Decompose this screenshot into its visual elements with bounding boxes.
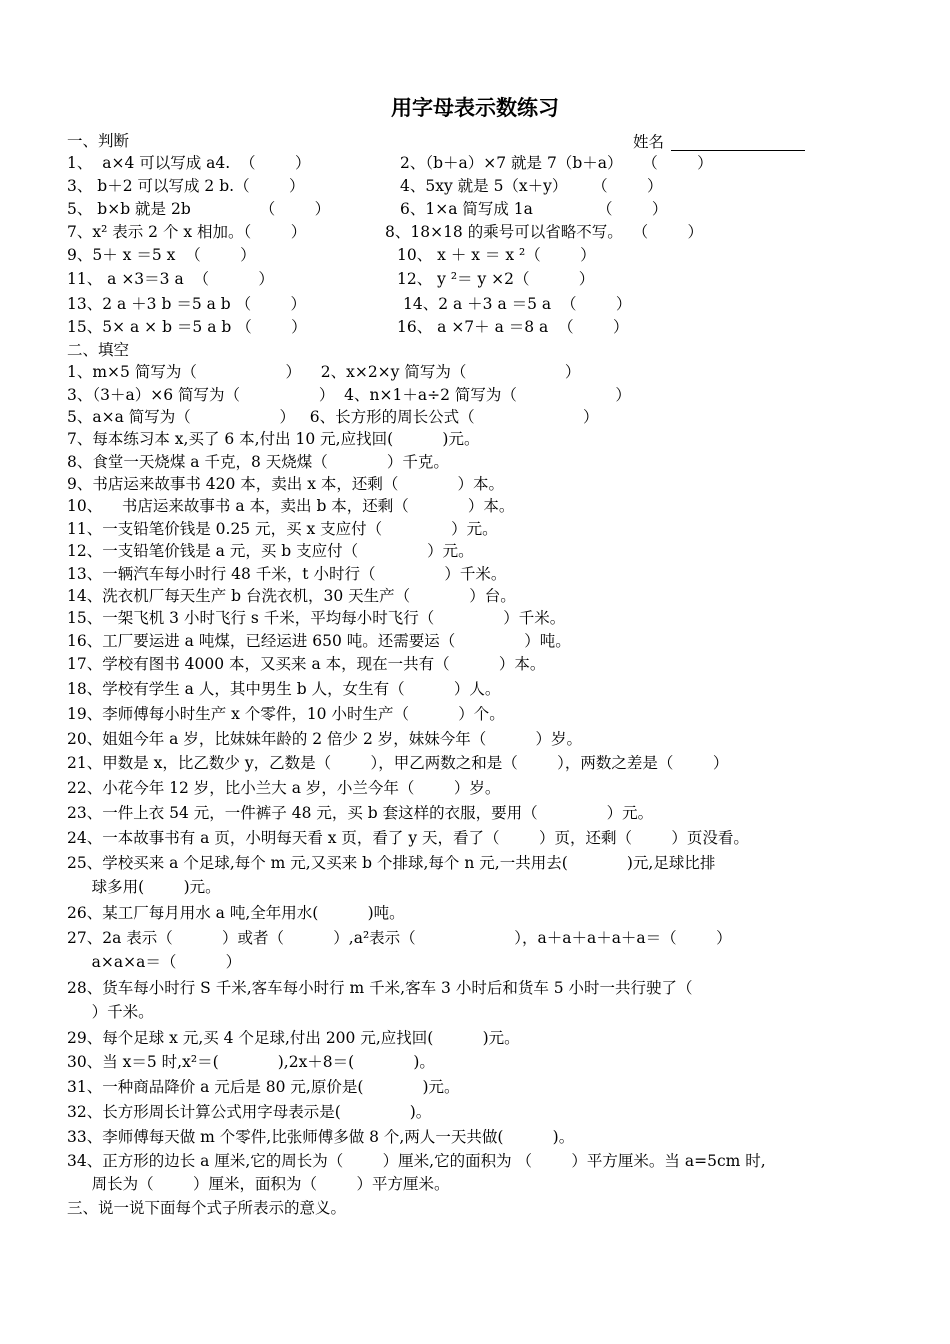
fill-item: 周长为（ ）厘米，面积为（ ）平方厘米。	[67, 1175, 450, 1193]
judge-item: 4、5xy 就是 5（x＋y） （ ）	[400, 177, 663, 195]
judge-item: 5、 b×b 就是 2b （ ）	[67, 200, 331, 218]
fill-item: 33、李师傅每天做 m 个零件,比张师傅多做 8 个,两人一天共做( )。	[67, 1128, 575, 1146]
fill-item: 28、货车每小时行 S 千米,客车每小时行 m 千米,客车 3 小时后和货车 5 小时一共行驶了（	[67, 979, 693, 997]
fill-item: 3、（3＋a）×6 简写为（ ） 4、n×1＋a÷2 简写为（ ）	[67, 386, 631, 404]
fill-item: 19、李师傅每小时生产 x 个零件，10 小时生产（ ）个。	[67, 705, 505, 723]
fill-item: 14、洗衣机厂每天生产 b 台洗衣机，30 天生产（ ）台。	[67, 587, 516, 605]
fill-item: 8、食堂一天烧煤 a 千克，8 天烧煤（ ）千克。	[67, 453, 449, 471]
judge-item: 12、 y ²＝ y ×2（ ）	[397, 270, 595, 288]
judge-item: 13、2 a ＋3 b ＝5 a b （ ）	[67, 295, 307, 313]
fill-item: 16、工厂要运进 a 吨煤，已经运进 650 吨。还需要运（ ）吨。	[67, 632, 571, 650]
fill-item: 18、学校有学生 a 人，其中男生 b 人，女生有（ ）人。	[67, 680, 501, 698]
fill-item: 10、 书店运来故事书 a 本，卖出 b 本，还剩（ ）本。	[67, 497, 515, 515]
fill-item: 11、一支铅笔价钱是 0.25 元，买 x 支应付（ ）元。	[67, 520, 498, 538]
fill-item: 7、每本练习本 x,买了 6 本,付出 10 元,应找回( )元。	[67, 430, 480, 448]
name-label: 姓名	[633, 133, 665, 151]
fill-item: 27、2a 表示（ ）或者（ ）,a²表示（ ），a＋a＋a＋a＋a＝（ ）	[67, 929, 732, 947]
fill-item: 22、小花今年 12 岁，比小兰大 a 岁，小兰今年（ ）岁。	[67, 779, 501, 797]
section-heading-fill: 二、填空	[67, 341, 130, 359]
section-heading-judge: 一、判断	[67, 132, 130, 150]
fill-item: 1、m×5 简写为（ ） 2、x×2×y 简写为（ ）	[67, 363, 581, 381]
fill-item: 24、一本故事书有 a 页，小明每天看 x 页，看了 y 天，看了（ ）页，还剩（ ）页没看。	[67, 829, 749, 847]
judge-item: 3、 b＋2 可以写成 2 b.（ ）	[67, 177, 305, 195]
fill-item: 21、甲数是 x，比乙数少 y，乙数是（ ），甲乙两数之和是（ ），两数之差是（ ）	[67, 754, 729, 772]
judge-item: 9、5＋ x ＝5 x （ ）	[67, 246, 256, 264]
fill-item: 15、一架飞机 3 小时飞行 s 千米，平均每小时飞行（ ）千米。	[67, 609, 566, 627]
judge-item: 15、5× a × b ＝5 a b （ ）	[67, 318, 307, 336]
fill-item: 31、一种商品降价 a 元后是 80 元,原价是( )元。	[67, 1078, 460, 1096]
section-heading-meaning: 三、说一说下面每个式子所表示的意义。	[67, 1199, 347, 1217]
fill-item: a×a×a＝（ ）	[67, 953, 242, 971]
judge-item: 14、2 a ＋3 a ＝5 a （ ）	[403, 295, 632, 313]
judge-item: 2、（b＋a）×7 就是 7（b＋a） （ ）	[400, 154, 713, 172]
judge-item: 16、 a ×7＋ a ＝8 a （ ）	[397, 318, 629, 336]
fill-item: 球多用( )元。	[67, 878, 221, 896]
fill-item: 13、一辆汽车每小时行 48 千米，t 小时行（ ）千米。	[67, 565, 507, 583]
fill-item: 34、正方形的边长 a 厘米,它的周长为（ ）厘米,它的面积为 （ ）平方厘米。当 a=5cm 时,	[67, 1152, 766, 1170]
fill-item: 23、一件上衣 54 元，一件裤子 48 元，买 b 套这样的衣服，要用（ ）元。	[67, 804, 654, 822]
fill-item: 26、某工厂每月用水 a 吨,全年用水( )吨。	[67, 904, 405, 922]
judge-item: 11、 a ×3＝3 a （ ）	[67, 270, 274, 288]
judge-item: 10、 x ＋ x ＝ x ²（ ）	[397, 246, 596, 264]
fill-item: 20、姐姐今年 a 岁，比妹妹年龄的 2 倍少 2 岁，妹妹今年（ ）岁。	[67, 730, 583, 748]
judge-item: 8、18×18 的乘号可以省略不写。 （ ）	[385, 223, 703, 241]
fill-item: 17、学校有图书 4000 本，又买来 a 本，现在一共有（ ）本。	[67, 655, 546, 673]
fill-item: 12、一支铅笔价钱是 a 元，买 b 支应付（ ）元。	[67, 542, 474, 560]
judge-item: 1、 a×4 可以写成 a4. （ ）	[67, 154, 311, 172]
fill-item: 29、每个足球 x 元,买 4 个足球,付出 200 元,应找回( )元。	[67, 1029, 520, 1047]
name-underline[interactable]	[671, 150, 805, 151]
fill-item: 25、学校买来 a 个足球,每个 m 元,又买来 b 个排球,每个 n 元,一共用去( )元,足球比排	[67, 854, 716, 872]
judge-item: 7、x² 表示 2 个 x 相加。（ ）	[67, 223, 307, 241]
fill-item: ）千米。	[67, 1003, 154, 1021]
fill-item: 32、长方形周长计算公式用字母表示是( )。	[67, 1103, 432, 1121]
fill-item: 5、a×a 简写为（ ） 6、长方形的周长公式（ ）	[67, 408, 599, 426]
fill-item: 9、书店运来故事书 420 本，卖出 x 本，还剩（ ）本。	[67, 475, 505, 493]
page-title: 用字母表示数练习	[391, 96, 559, 120]
fill-item: 30、当 x＝5 时,x²＝( ),2x＋8＝( )。	[67, 1053, 435, 1071]
judge-item: 6、1×a 简写成 1a （ ）	[400, 200, 668, 218]
